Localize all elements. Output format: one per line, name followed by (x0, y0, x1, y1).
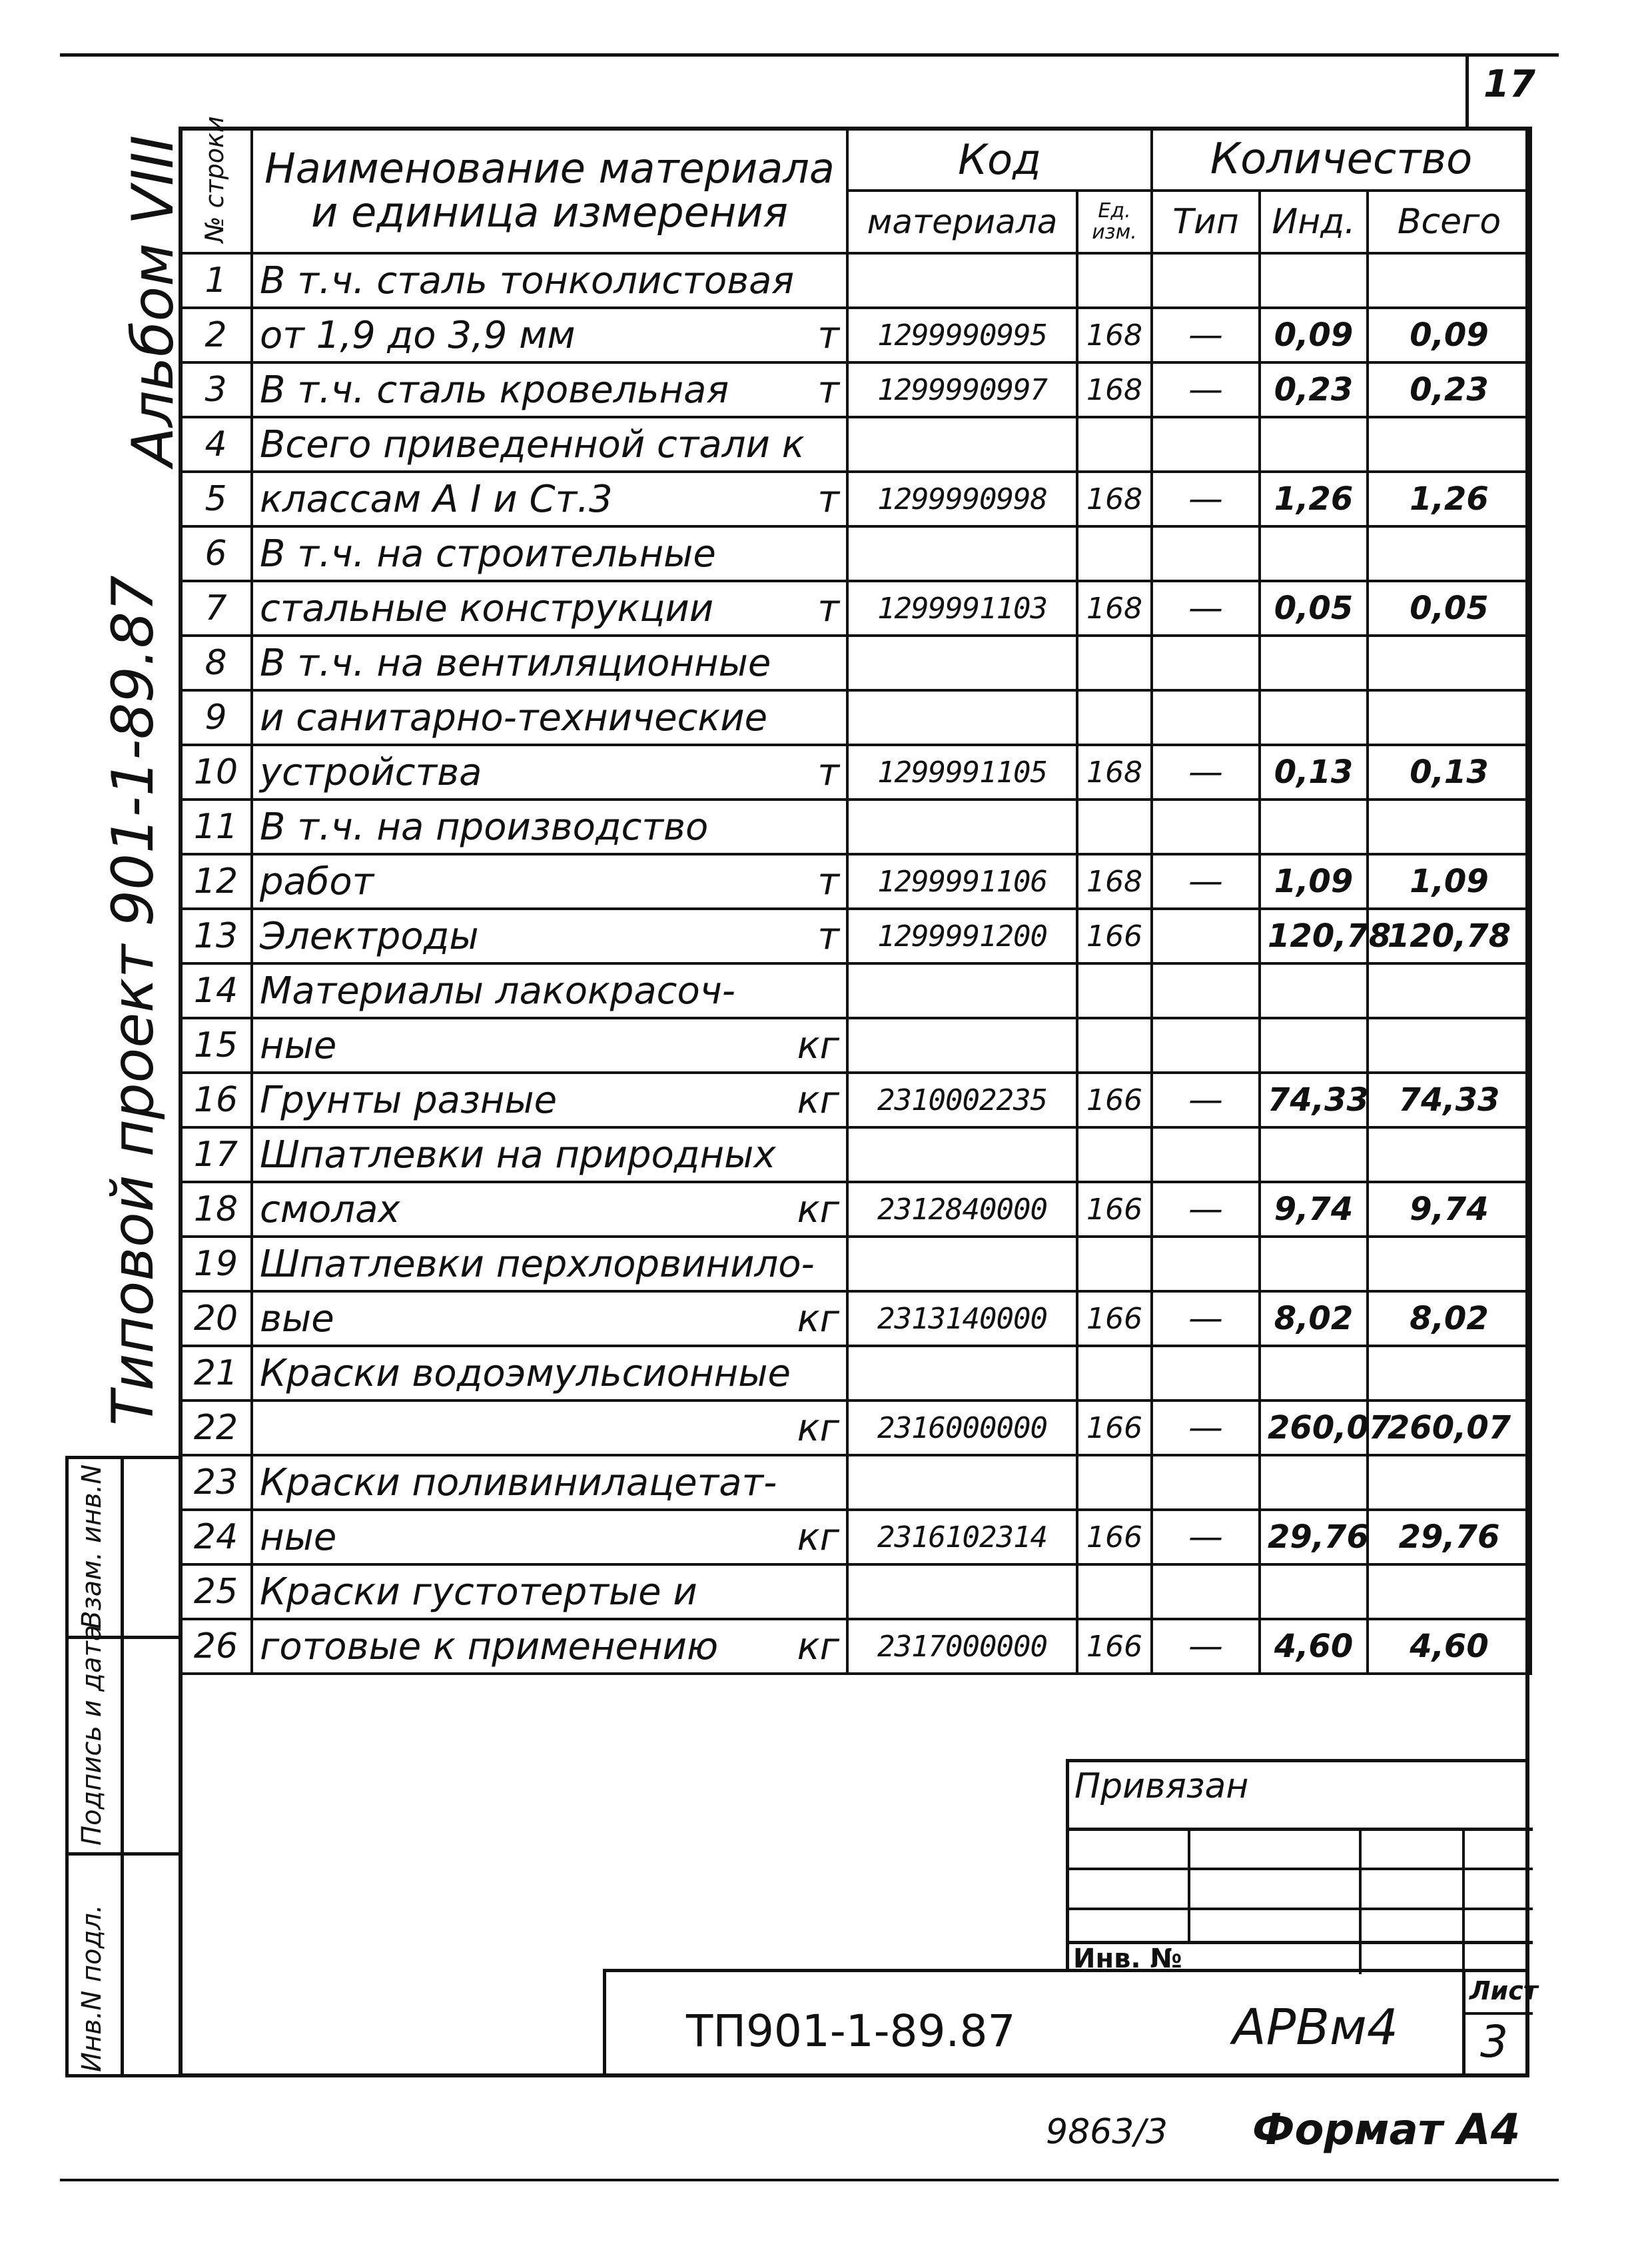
material-code (847, 1127, 1077, 1182)
qty-ind: 0,09 (1260, 308, 1368, 362)
row-number: 14 (180, 963, 252, 1018)
material-unit-label: кг (797, 1515, 839, 1559)
album-label: Альбом VIII (120, 135, 187, 466)
unit-code: 166 (1077, 909, 1152, 963)
qty-total (1368, 636, 1531, 690)
material-name (252, 854, 847, 909)
material-name-text: и санитарно-технические (260, 696, 768, 740)
material-code: 1299991106 (847, 854, 1077, 909)
table-row (180, 1291, 1531, 1346)
unit-code: 168 (1077, 854, 1152, 909)
qty-type (1152, 909, 1260, 963)
row-number: 25 (180, 1564, 252, 1619)
col-qty-total-header: Всего (1368, 191, 1531, 253)
qty-ind (1260, 1346, 1368, 1401)
table-row (180, 1182, 1531, 1237)
qty-ind (1260, 800, 1368, 854)
qty-total: 260,07 (1368, 1401, 1531, 1455)
material-code: 1299991105 (847, 745, 1077, 800)
table-row (180, 636, 1531, 690)
qty-total (1368, 690, 1531, 745)
row-number: 4 (180, 417, 252, 472)
qty-type: — (1152, 1619, 1260, 1674)
material-name (252, 1401, 847, 1455)
qty-type: — (1152, 1291, 1260, 1346)
top-rule (60, 53, 1559, 57)
material-code (847, 800, 1077, 854)
unit-code (1077, 1455, 1152, 1510)
qty-ind: 1,26 (1260, 472, 1368, 526)
unit-code (1077, 690, 1152, 745)
qty-ind: 0,13 (1260, 745, 1368, 800)
material-code (847, 253, 1077, 308)
row-number: 15 (180, 1018, 252, 1073)
material-name (252, 526, 847, 581)
unit-code (1077, 417, 1152, 472)
row-number: 8 (180, 636, 252, 690)
material-name-text: Краски водоэмульсионные (260, 1351, 791, 1395)
page-number: 17 (1483, 63, 1535, 106)
material-code: 2317000000 (847, 1619, 1077, 1674)
material-name-text: ные (260, 1515, 337, 1559)
material-unit-label: т (817, 914, 839, 958)
qty-type (1152, 690, 1260, 745)
material-code: 2313140000 (847, 1291, 1077, 1346)
privyazan-block (1066, 1759, 1529, 1972)
row-number: 20 (180, 1291, 252, 1346)
qty-type (1152, 636, 1260, 690)
doc-code: ТП901-1-89.87 (686, 2005, 1016, 2057)
table-row (180, 308, 1531, 362)
footer-format: Формат А4 (1252, 2105, 1521, 2155)
qty-type (1152, 417, 1260, 472)
mark: АРВм4 (1232, 1999, 1398, 2056)
row-number: 24 (180, 1510, 252, 1564)
row-number: 1 (180, 253, 252, 308)
qty-ind (1260, 690, 1368, 745)
unit-code (1077, 1018, 1152, 1073)
material-name (252, 690, 847, 745)
material-name-text: Шпатлевки перхлорвинило- (260, 1242, 815, 1286)
qty-type: — (1152, 581, 1260, 636)
qty-total: 9,74 (1368, 1182, 1531, 1237)
qty-total (1368, 1564, 1531, 1619)
material-unit-label: т (817, 313, 839, 357)
col-name-header: Наименование материала и единица измерения (252, 128, 847, 253)
material-name (252, 308, 847, 362)
qty-total (1368, 1237, 1531, 1291)
material-name-text: В т.ч. на вентиляционные (260, 641, 771, 685)
qty-total (1368, 1127, 1531, 1182)
table-row (180, 1018, 1531, 1073)
table-row (180, 1073, 1531, 1127)
row-number: 10 (180, 745, 252, 800)
qty-ind (1260, 963, 1368, 1018)
qty-ind: 29,76 (1260, 1510, 1368, 1564)
qty-ind (1260, 1127, 1368, 1182)
qty-ind: 74,33 (1260, 1073, 1368, 1127)
material-name-text: Электроды (260, 914, 479, 958)
material-name (252, 800, 847, 854)
material-name (252, 1127, 847, 1182)
material-unit-label: кг (797, 1297, 839, 1341)
material-code (847, 1237, 1077, 1291)
qty-total: 0,05 (1368, 581, 1531, 636)
qty-type: — (1152, 308, 1260, 362)
table-row (180, 253, 1531, 308)
col-code-material-header: материала (847, 191, 1077, 253)
material-name-text: В т.ч. на производство (260, 805, 709, 849)
material-name (252, 1073, 847, 1127)
qty-ind: 8,02 (1260, 1291, 1368, 1346)
privyazan-label: Привязан (1074, 1766, 1249, 1806)
material-name (252, 1018, 847, 1073)
material-code (847, 1018, 1077, 1073)
project-label: Типовой проект 901-1-89.87 (100, 575, 167, 1426)
table-row (180, 362, 1531, 417)
row-number: 5 (180, 472, 252, 526)
podpis-label: Подпись и дата (77, 1624, 107, 1846)
qty-ind (1260, 1564, 1368, 1619)
qty-total: 29,76 (1368, 1510, 1531, 1564)
material-code: 1299990995 (847, 308, 1077, 362)
material-code (847, 1346, 1077, 1401)
qty-total: 8,02 (1368, 1291, 1531, 1346)
qty-type (1152, 963, 1260, 1018)
qty-total: 74,33 (1368, 1073, 1531, 1127)
table-row (180, 963, 1531, 1018)
page-number-box (1465, 53, 1535, 127)
material-unit-label: т (817, 859, 839, 903)
material-unit-label: т (817, 368, 839, 412)
table-row (180, 1237, 1531, 1291)
unit-code: 166 (1077, 1510, 1152, 1564)
qty-type: — (1152, 1182, 1260, 1237)
material-name (252, 253, 847, 308)
unit-code: 168 (1077, 472, 1152, 526)
material-name (252, 963, 847, 1018)
qty-total: 1,26 (1368, 472, 1531, 526)
table-row (180, 472, 1531, 526)
row-number: 6 (180, 526, 252, 581)
table-row (180, 1619, 1531, 1674)
material-code (847, 417, 1077, 472)
material-name (252, 1182, 847, 1237)
material-name (252, 417, 847, 472)
col-row-header: № строки (180, 128, 252, 253)
material-code: 1299990997 (847, 362, 1077, 417)
qty-total (1368, 526, 1531, 581)
material-name-text: готовые к применению (260, 1624, 719, 1668)
qty-type: — (1152, 1510, 1260, 1564)
col-qty-type-header: Тип (1152, 191, 1260, 253)
qty-ind: 4,60 (1260, 1619, 1368, 1674)
material-name-text: В т.ч. на строительные (260, 532, 716, 576)
unit-code: 166 (1077, 1401, 1152, 1455)
table-row (180, 1510, 1531, 1564)
material-code: 2316102314 (847, 1510, 1077, 1564)
unit-code: 168 (1077, 745, 1152, 800)
row-number: 21 (180, 1346, 252, 1401)
row-number: 26 (180, 1619, 252, 1674)
material-name (252, 1564, 847, 1619)
col-code-unit-header: Ед. изм. (1077, 191, 1152, 253)
qty-ind (1260, 1237, 1368, 1291)
qty-type: — (1152, 1073, 1260, 1127)
row-number: 17 (180, 1127, 252, 1182)
material-unit-label: т (817, 750, 839, 794)
material-code (847, 526, 1077, 581)
inv-no-label: Инв. № (1073, 1944, 1182, 1974)
qty-type (1152, 1346, 1260, 1401)
table-row (180, 1127, 1531, 1182)
material-code: 2316000000 (847, 1401, 1077, 1455)
material-name (252, 909, 847, 963)
table-row (180, 526, 1531, 581)
material-name-text: смолах (260, 1187, 400, 1231)
qty-total: 0,23 (1368, 362, 1531, 417)
material-name-text: Краски поливинилацетат- (260, 1460, 777, 1504)
qty-total (1368, 1455, 1531, 1510)
col-qty-header: Количество (1152, 128, 1531, 191)
qty-type (1152, 1018, 1260, 1073)
material-unit-label: кг (797, 1406, 839, 1450)
inv-podl-label: Инв.N подл. (77, 1904, 107, 2072)
qty-ind (1260, 253, 1368, 308)
qty-type: — (1152, 745, 1260, 800)
qty-total: 1,09 (1368, 854, 1531, 909)
unit-code: 166 (1077, 1182, 1152, 1237)
qty-ind (1260, 1018, 1368, 1073)
unit-code: 166 (1077, 1073, 1152, 1127)
material-code (847, 690, 1077, 745)
unit-code: 168 (1077, 308, 1152, 362)
qty-type: — (1152, 1401, 1260, 1455)
qty-ind: 260,07 (1260, 1401, 1368, 1455)
row-number: 3 (180, 362, 252, 417)
unit-code (1077, 526, 1152, 581)
qty-total (1368, 417, 1531, 472)
row-number: 16 (180, 1073, 252, 1127)
material-name-text: Всего приведенной стали к (260, 422, 805, 466)
qty-ind (1260, 526, 1368, 581)
material-name-text: В т.ч. сталь кровельная (260, 368, 729, 412)
col-qty-ind-header: Инд. (1260, 191, 1368, 253)
qty-type: — (1152, 472, 1260, 526)
material-name (252, 581, 847, 636)
material-unit-label: кг (797, 1023, 839, 1067)
qty-type (1152, 526, 1260, 581)
row-number: 12 (180, 854, 252, 909)
qty-type (1152, 800, 1260, 854)
table-row (180, 1346, 1531, 1401)
qty-type (1152, 1564, 1260, 1619)
unit-code (1077, 1346, 1152, 1401)
material-unit-label: кг (797, 1078, 839, 1122)
qty-type (1152, 1237, 1260, 1291)
unit-code (1077, 636, 1152, 690)
table-row (180, 581, 1531, 636)
table-row (180, 417, 1531, 472)
material-name (252, 362, 847, 417)
material-unit-label: кг (797, 1624, 839, 1668)
material-unit-label: т (817, 477, 839, 521)
table-row (180, 690, 1531, 745)
footer-ref: 9863/3 (1046, 2112, 1168, 2152)
qty-total: 0,09 (1368, 308, 1531, 362)
qty-ind (1260, 417, 1368, 472)
material-name-text: Материалы лакокрасоч- (260, 969, 735, 1013)
sidebar-stamp (65, 1456, 179, 2077)
row-number: 18 (180, 1182, 252, 1237)
qty-total: 120,78 (1368, 909, 1531, 963)
qty-ind: 0,05 (1260, 581, 1368, 636)
material-code (847, 636, 1077, 690)
unit-code (1077, 963, 1152, 1018)
qty-type: — (1152, 362, 1260, 417)
material-unit-label: кг (797, 1187, 839, 1231)
table-row (180, 854, 1531, 909)
material-name-text: Шпатлевки на природных (260, 1133, 776, 1177)
material-name-text: от 1,9 до 3,9 мм (260, 313, 576, 357)
material-code (847, 963, 1077, 1018)
qty-total (1368, 1346, 1531, 1401)
table-row (180, 1455, 1531, 1510)
materials-table (179, 116, 1532, 1675)
material-name-text: стальные конструкции (260, 586, 714, 630)
material-name (252, 1455, 847, 1510)
table-row (180, 909, 1531, 963)
unit-code: 166 (1077, 1291, 1152, 1346)
qty-ind (1260, 636, 1368, 690)
row-number: 22 (180, 1401, 252, 1455)
qty-ind (1260, 1455, 1368, 1510)
material-code: 2312840000 (847, 1182, 1077, 1237)
unit-code: 166 (1077, 1619, 1152, 1674)
unit-code (1077, 1127, 1152, 1182)
qty-ind: 0,23 (1260, 362, 1368, 417)
table-row (180, 745, 1531, 800)
list-label: Лист (1469, 1976, 1538, 2005)
material-name-text: вые (260, 1297, 334, 1341)
material-name-text: устройства (260, 750, 482, 794)
qty-type (1152, 1127, 1260, 1182)
row-number: 7 (180, 581, 252, 636)
material-name-text: работ (260, 859, 374, 903)
qty-total (1368, 800, 1531, 854)
material-name (252, 1291, 847, 1346)
material-name-text: классам А I и Ст.3 (260, 477, 613, 521)
material-name (252, 745, 847, 800)
unit-code (1077, 800, 1152, 854)
unit-code (1077, 1564, 1152, 1619)
row-number: 11 (180, 800, 252, 854)
unit-code: 168 (1077, 362, 1152, 417)
row-number: 9 (180, 690, 252, 745)
material-name-text: ные (260, 1023, 337, 1067)
material-name (252, 472, 847, 526)
material-code: 1299991103 (847, 581, 1077, 636)
material-name (252, 1237, 847, 1291)
material-name-text: В т.ч. сталь тонколистовая (260, 259, 795, 302)
qty-ind: 120,78 (1260, 909, 1368, 963)
material-code: 2310002235 (847, 1073, 1077, 1127)
material-name-text: Краски густотертые и (260, 1570, 697, 1614)
table-row (180, 1564, 1531, 1619)
doc-code-block (603, 1969, 1538, 2077)
material-name-text: Грунты разные (260, 1078, 558, 1122)
row-number: 2 (180, 308, 252, 362)
unit-code (1077, 1237, 1152, 1291)
unit-code (1077, 253, 1152, 308)
material-name (252, 1510, 847, 1564)
material-name (252, 636, 847, 690)
material-code (847, 1455, 1077, 1510)
material-name (252, 1346, 847, 1401)
material-code (847, 1564, 1077, 1619)
row-number: 19 (180, 1237, 252, 1291)
material-name (252, 1619, 847, 1674)
qty-ind: 1,09 (1260, 854, 1368, 909)
bottom-rule (60, 2179, 1559, 2181)
qty-total: 4,60 (1368, 1619, 1531, 1674)
vzam-label: Взам. инв.N (77, 1464, 107, 1629)
qty-type (1152, 253, 1260, 308)
qty-total (1368, 963, 1531, 1018)
table-row (180, 1401, 1531, 1455)
table-row (180, 800, 1531, 854)
qty-type (1152, 1455, 1260, 1510)
material-code: 1299991200 (847, 909, 1077, 963)
qty-total: 0,13 (1368, 745, 1531, 800)
list-number: 3 (1480, 2016, 1508, 2067)
qty-type: — (1152, 854, 1260, 909)
qty-total (1368, 253, 1531, 308)
col-code-header: Код (847, 128, 1152, 191)
material-unit-label: т (817, 586, 839, 630)
row-number: 13 (180, 909, 252, 963)
row-number: 23 (180, 1455, 252, 1510)
qty-total (1368, 1018, 1531, 1073)
unit-code: 168 (1077, 581, 1152, 636)
qty-ind: 9,74 (1260, 1182, 1368, 1237)
material-code: 1299990998 (847, 472, 1077, 526)
